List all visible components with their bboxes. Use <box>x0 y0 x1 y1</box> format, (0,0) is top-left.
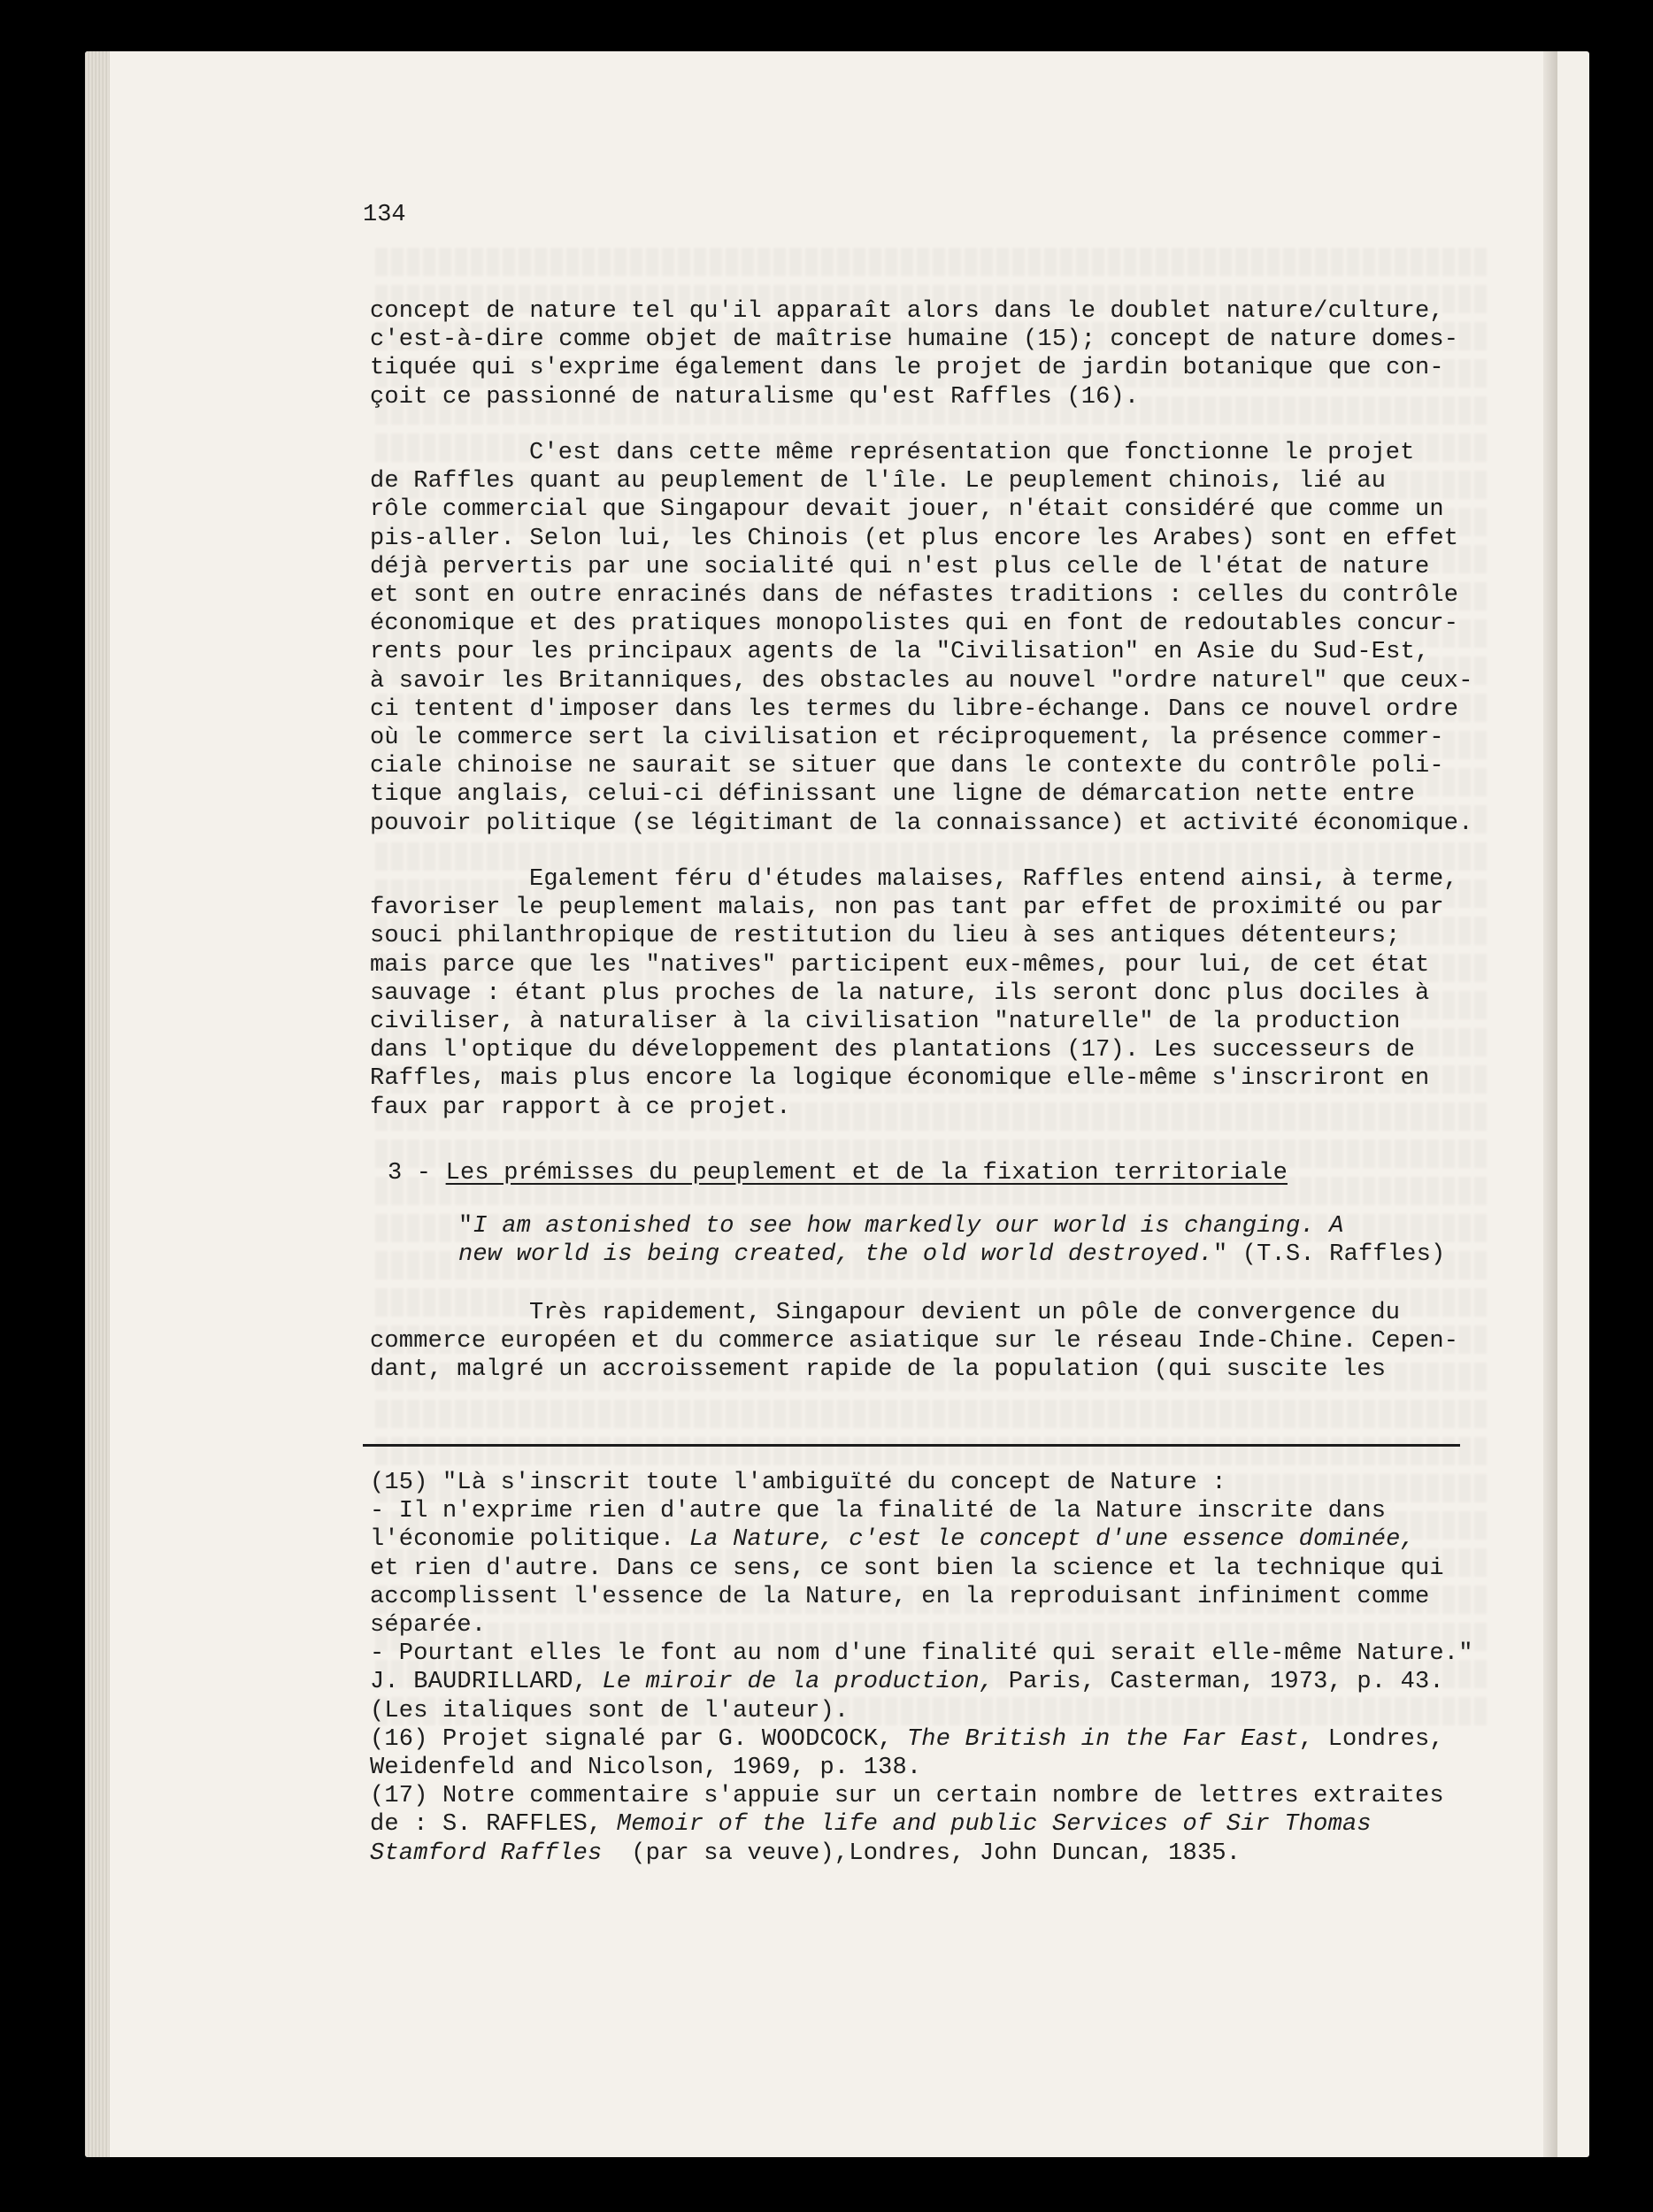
text-line: Très rapidement, Singapour devient un pôle de convergence du <box>529 1300 1401 1326</box>
text-line: mais parce que les "natives" participent eux-mêmes, pour lui, de cet état <box>370 951 1430 979</box>
text-line: dans l'optique du développement des plantations (17). Les successeurs de <box>370 1037 1415 1064</box>
text-line: concept de nature tel qu'il apparaît alors dans le doublet nature/culture, <box>370 298 1444 325</box>
page-number: 134 <box>363 202 406 228</box>
footnote-italic: Memoir of the life and public Services of Sir Thomas <box>616 1811 1372 1839</box>
footnote-15-line: et rien d'autre. Dans ce sens, ce sont bien la science et la technique qui <box>370 1555 1444 1582</box>
page-edges <box>85 51 110 2157</box>
section-title: Les prémisses du peuplement et de la fixation territoriale <box>445 1160 1288 1187</box>
section-heading <box>388 1159 1288 1187</box>
text-line: à savoir les Britanniques, des obstacles au nouvel "ordre naturel" que ceux- <box>370 667 1473 695</box>
text-line: C'est dans cette même représentation que fonctionne le projet <box>529 440 1415 466</box>
epigraph-italic: new world is being created, the old world destroyed. <box>458 1241 1213 1269</box>
footnote-17-line: (17) Notre commentaire s'appuie sur un certain nombre de lettres extraites <box>370 1783 1444 1810</box>
footnote-text: Paris, Casterman, 1973, p. 43. <box>994 1669 1444 1696</box>
text-line: souci philanthropique de restitution du lieu à ses antiques détenteurs; <box>370 923 1401 950</box>
footnote-17-line <box>370 1810 1473 1839</box>
text-line: civiliser, à naturaliser à la civilisation "naturelle" de la production <box>370 1009 1401 1036</box>
footnote-text: (16) Projet signalé par G. WOODCOCK, <box>370 1725 907 1753</box>
paragraph-3 <box>370 865 1458 1122</box>
footnote-15-line <box>370 1668 1473 1696</box>
epigraph-attribution: (T.S. Raffles) <box>1242 1241 1446 1269</box>
footnote-15-line: - Pourtant elles le font au nom d'une finalité qui serait elle-même Nature." <box>370 1640 1473 1668</box>
text-line: économique et des pratiques monopolistes qui en font de redoutables concur- <box>370 611 1459 638</box>
text-line: où le commerce sert la civilisation et réciproquement, la présence commer- <box>370 725 1444 752</box>
footnote-16-line <box>370 1725 1473 1754</box>
text-line: de Raffles quant au peuplement de l'île. Le peuplement chinois, lié au <box>370 468 1387 495</box>
text-line: et sont en outre enracinés dans de néfastes traditions : celles du contrôle <box>370 582 1459 610</box>
epigraph <box>458 1212 1445 1269</box>
footnote-text: , Londres, <box>1298 1725 1444 1753</box>
section-number: 3 - <box>388 1160 432 1187</box>
paragraph-1 <box>370 297 1458 411</box>
text-line: tique anglais, celui-ci définissant une ligne de démarcation nette entre <box>370 781 1415 809</box>
paragraph-4 <box>370 1299 1458 1385</box>
footnote-15-line: séparée. <box>370 1612 487 1640</box>
footnote-italic: The British in the Far East <box>906 1725 1299 1753</box>
footnote-italic: Stamford Raffles <box>370 1839 603 1867</box>
footnote-italic: Le miroir de la production, <box>602 1669 995 1696</box>
text-line: pis-aller. Selon lui, les Chinois (et plus encore les Arabes) sont en effet <box>370 525 1459 552</box>
epigraph-line-2: new world is being created, the old world destroyed." (T.S. Raffles) <box>458 1241 1446 1269</box>
footnotes <box>370 1469 1473 1868</box>
epigraph-italic: I am astonished to see how markedly our world is changing. A <box>473 1213 1344 1240</box>
text-line: c'est-à-dire comme objet de maîtrise humaine (15); concept de nature domes- <box>370 326 1459 354</box>
footnote-text: (par sa veuve),Londres, John Duncan, 1835. <box>602 1839 1242 1867</box>
footnote-15-line <box>370 1525 1473 1554</box>
footnote-15-line: (15) "Là s'inscrit toute l'ambiguïté du concept de Nature : <box>370 1470 1226 1496</box>
footnote-15-line: - Il n'exprime rien d'autre que la finalité de la Nature inscrite dans <box>370 1498 1387 1525</box>
footnote-separator-rule <box>363 1444 1460 1447</box>
page-gutter <box>1543 51 1557 2157</box>
footnote-text: de : S. RAFFLES, <box>370 1811 617 1839</box>
text-line: ciale chinoise ne saurait se situer que dans le contexte du contrôle poli- <box>370 753 1444 780</box>
text-line: pouvoir politique (se légitimant de la connaissance) et activité économique. <box>370 810 1473 837</box>
footnote-text: l'économie politique. <box>370 1526 689 1554</box>
text-line: Egalement féru d'études malaises, Raffles entend ainsi, à terme, <box>529 866 1458 893</box>
text-line: rôle commercial que Singapour devait jouer, n'était considéré que comme un <box>370 496 1444 524</box>
text-line: déjà pervertis par une socialité qui n'est plus celle de l'état de nature <box>370 553 1430 580</box>
footnote-15-line: (Les italiques sont de l'auteur). <box>370 1697 850 1724</box>
footnote-15-line: accomplissent l'essence de la Nature, en la reproduisant infiniment comme <box>370 1583 1430 1610</box>
text-line: dant, malgré un accroissement rapide de la population (qui suscite les <box>370 1356 1387 1384</box>
text-line: favoriser le peuplement malais, non pas tant par effet de proximité ou par <box>370 895 1444 922</box>
text-line: sauvage : étant plus proches de la nature, ils seront donc plus dociles à <box>370 979 1430 1007</box>
text-line: Raffles, mais plus encore la logique économique elle-même s'inscriront en <box>370 1065 1430 1093</box>
footnote-italic: La Nature, c'est le concept d'une essence dominée, <box>688 1526 1415 1554</box>
text-line: çoit ce passionné de naturalisme qu'est Raffles (16). <box>370 383 1140 411</box>
text-line: tiquée qui s'exprime également dans le projet de jardin botanique que con- <box>370 355 1444 382</box>
paragraph-2 <box>370 439 1473 838</box>
text-line: faux par rapport à ce projet. <box>370 1094 791 1121</box>
text-line: ci tentent d'imposer dans les termes du libre-échange. Dans ce nouvel ordre <box>370 695 1459 723</box>
epigraph-line-1: "I am astonished to see how markedly our world is changing. A <box>458 1213 1344 1240</box>
text-line: commerce européen et du commerce asiatique sur le réseau Inde-Chine. Cepen- <box>370 1328 1459 1356</box>
footnote-text: J. BAUDRILLARD, <box>370 1669 603 1696</box>
text-line: rents pour les principaux agents de la "Civilisation" en Asie du Sud-Est, <box>370 639 1430 666</box>
footnote-17-line <box>370 1839 1473 1868</box>
footnote-16-line: Weidenfeld and Nicolson, 1969, p. 138. <box>370 1755 922 1782</box>
